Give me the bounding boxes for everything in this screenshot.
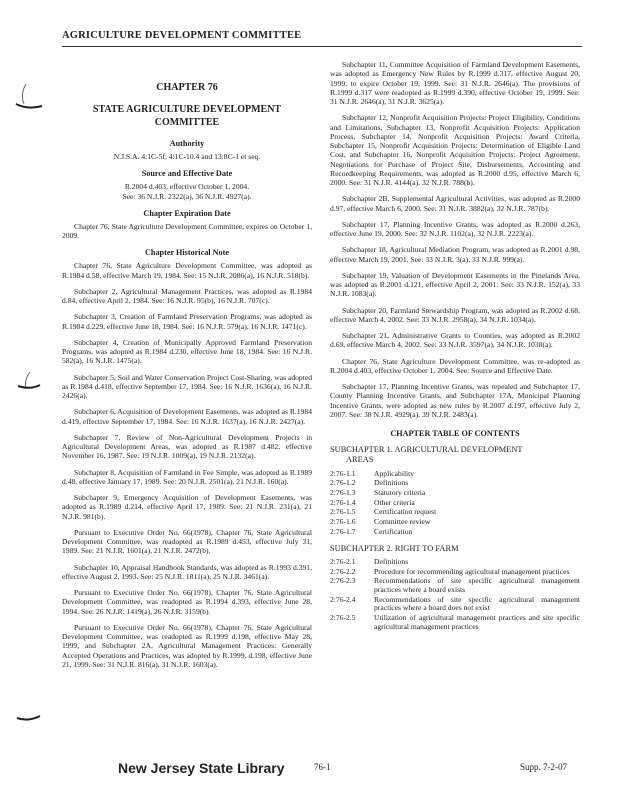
chapter-number: CHAPTER 76: [156, 82, 218, 93]
history-paragraph: Subchapter 21, Administrative Grants to Counties, was adopted as R.2002 d.69, effective March 4, 2002. See: 33 N.J.R. 3597(a), 34 N.J.R. 1038(a).: [330, 331, 580, 350]
source-heading: Source and Effective Date: [141, 169, 233, 179]
margin-mark-middle: [14, 370, 44, 400]
subchapter-1-toc: [330, 470, 580, 538]
toc-section-number: 2:76-1.5: [330, 507, 356, 517]
expiration-text: Chapter 76, State Agriculture Development Committee, expires on October 1, 2009.: [62, 221, 312, 241]
toc-section-title: Definitions: [374, 478, 409, 488]
toc-row: [330, 499, 580, 509]
history-paragraph: Subchapter 8, Acquisition of Farmland in Fee Simple, was adopted as R.1989 d.48, effective January 17, 1989. See: 20 N.J.R. 2501(a), 21 N.J.R. 160(a).: [62, 467, 312, 486]
history-paragraph: Subchapter 7, Review of Non-Agricultural Development Projects in Agricultural Development Areas, was adopted as R.1987 d.482, effective November 16, 1987. See: 19 N.J.R. 1009(a), 19 N.J.R. 2132(a).: [62, 432, 312, 461]
toc-section-title: Certification request: [374, 507, 437, 517]
margin-mark-top: [14, 82, 44, 112]
toc-section-number: 2:76-2.2: [330, 566, 356, 576]
history-paragraph: Subchapter 18, Agricultural Mediation Program, was adopted as R.2001 d.98, effective March 19, 2001. See: 33 N.J.R. 3(a), 33 N.J.R. 999(a).: [330, 245, 580, 264]
history-paragraph: Subchapter 2, Agricultural Management Practices, was adopted as R.1984 d.84, effective April 2, 1984. See: 16 N.J.R. 95(b), 16 N.J.R. 707(c).: [62, 286, 312, 306]
expiration-heading: Chapter Expiration Date: [143, 208, 231, 218]
toc-section-number: 2:76-1.6: [330, 517, 356, 527]
authority-text: N.J.S.A. 4:1C-5f, 4:1C-10.4 and 13:8C-1 et seq.: [113, 152, 261, 162]
history-paragraph: Subchapter 3, Creation of Farmland Preservation Programs, was adopted as R.1984 d.229, effective June 18, 1984. See: 16 N.J.R. 579(a), 16 N.J.R. 1471(c).: [62, 312, 312, 331]
toc-section-number: 2:76-2.3: [330, 576, 356, 586]
library-stamp: New Jersey State Library: [118, 760, 285, 776]
history-paragraph: Pursuant to Executive Order No. 66(1978), Chapter 76, State Agricultural Development Committee, was readopted as R.1999 d.198, effective May 28, 1999, and Subchapter 2A, Agricultural Management Practices: Generally Accepted Operations and Practices, was adopted by R.1999, d.198, effective June 21, 1999. See: 31 N.J.R. 816(a), 31 N.J.R. 1603(a).: [62, 622, 312, 669]
toc-section-title: Recommendations of site specific agricultural management practices where a board does not exist: [374, 594, 580, 613]
toc-section-title: Utilization of agricultural management practices and site specific agricultural management practices: [374, 613, 580, 631]
history-paragraph: Chapter 76, State Agriculture Development Committee, was re-adopted as R.2004 d.403, effective October 1, 2004. See: Source and Effective Date.: [330, 356, 580, 375]
history-paragraph: Subchapter 6, Acquisition of Development Easements, was adopted as R.1984 d.419, effective September 17, 1984. See: 16 N.J.R. 1637(a), 16 N.J.R. 2427(a).: [62, 407, 312, 426]
history-heading: Chapter Historical Note: [145, 248, 229, 258]
subchapter-1-title-line2: AREAS: [346, 455, 374, 465]
toc-section-number: 2:76-1.4: [330, 497, 356, 507]
toc-section-title: Recommendations of site specific agricultural management practices where a board exists: [374, 576, 580, 594]
source-line2: See: 36 N.J.R. 2322(a), 36 N.J.R. 4927(a).: [122, 191, 252, 201]
page-number: 76-1: [314, 762, 331, 772]
authority-heading: Authority: [169, 139, 205, 149]
toc-section-title: Certification: [374, 526, 413, 536]
history-paragraph: Subchapter 11, Committee Acquisition of Farmland Development Easements, was adopted as Emergency New Rules by R.1999 d.317, effective August 20, 1999, to expire October 19, 1999. See: 31 N.J.R. 2646(a). The provisions of R.1999 d.317 were readopted as R.1999 d.390, effective October 19, 1999. See: 31 N.J.R. 2646(a), 31 N.J.R. 3625(a).: [330, 60, 580, 106]
header-rule: [62, 46, 582, 47]
subchapter-1-title: [330, 445, 580, 466]
toc-section-title: Committee review: [374, 517, 431, 527]
toc-row: [330, 577, 580, 595]
history-paragraph: Subchapter 4, Creation of Municipally Approved Farmland Preservation Programs, was adopted as R.1984 d.230, effective June 18, 1984. See: 16 N.J.R. 582(a), 16 N.J.R. 1475(a).: [62, 337, 312, 366]
history-paragraph: Subchapter 10, Appraisal Handbook Standards, was adopted as R.1993 d.391, effective August 2, 1993. See: 25 N.J.R. 1811(a), 25 N.J.R. 3461(a).: [62, 562, 312, 581]
toc-heading: CHAPTER TABLE OF CONTENTS: [390, 429, 520, 438]
toc-row: [330, 518, 580, 528]
source-line1: R.2004 d.403, effective October 1, 2004.: [124, 182, 250, 192]
history-paragraph: Pursuant to Executive Order No. 66(1978), Chapter 76, State Agricultural Development Committee, was readopted as R.1994 d.393, effective June 28, 1994. See: 26 N.J.R. 1419(a), 26 N.J.R. 3159(b).: [62, 588, 312, 616]
toc-section-number: 2:76-1.3: [330, 487, 356, 497]
subchapter-2-title: SUBCHAPTER 2. RIGHT TO FARM: [330, 543, 459, 553]
toc-section-title: Other criteria: [374, 497, 415, 507]
history-paragraph: Pursuant to Executive Order No. 66(1978), Chapter 76, State Agricultural Development Committee, was readopted as R.1989 d.453, effective July 31, 1989. See: 21 N.J.R. 1601(a), 21 N.J.R. 2472(b).: [62, 527, 312, 556]
left-column: [62, 82, 312, 676]
toc-section-title: Statutory criteria: [374, 487, 426, 497]
toc-row: [330, 489, 580, 499]
toc-section-title: Applicability: [374, 468, 415, 478]
toc-section-title: Definitions: [374, 556, 409, 566]
history-paragraph: Subchapter 20, Farmland Stewardship Program, was adopted as R.2002 d.68, effective March 4, 2002. See: 33 N.J.R. 2958(a), 34 N.J.R. 1034(a).: [330, 305, 580, 324]
toc-section-number: 2:76-2.1: [330, 556, 356, 566]
history-paragraph: Subchapter 2B, Supplemental Agricultural Activities, was adopted as R.2000 d.97, effective March 6, 2000. See: 31 N.J.R. 3882(a), 32 N.J.R. 787(b).: [330, 194, 580, 213]
history-paragraph: Subchapter 17, Planning Incentive Grants, was adopted as R.2000 d.263, effective June 19, 2000. See: 32 N.J.R. 1102(a), 32 N.J.R. 2223(a).: [330, 219, 580, 238]
chapter-name: [62, 104, 312, 129]
margin-mark-bottom: [14, 700, 44, 730]
toc-row: [330, 614, 580, 632]
chapter-name-line1: STATE AGRICULTURE DEVELOPMENT: [92, 104, 282, 116]
history-paragraph: Subchapter 12, Nonprofit Acquisition Projects: Project Eligibility, Conditions and Limitations, Subchapter 13, Nonprofit Acquisition Projects: Application Process, Subchapter 14, Nonprofit Acquisition Projects: Award Criteria, Subchapter 15, Nonprofit Acquisition Projects: Determination of Eligible Land Cost, and Subchapter 16, Nonprofit Acquisition Projects: Project Agreement, Negotiations for Purchase of Project Site, Disbursements, Accounting and Recordkeeping Requirements, was adopted as R.2000 d.95, effective March 6, 2000. See: 31 N.J.R. 4144(a), 32 N.J.R. 788(b).: [330, 113, 580, 187]
toc-section-number: 2:76-1.2: [330, 478, 356, 488]
chapter-name-line2: COMMITTEE: [154, 116, 220, 128]
history-paragraph: Subchapter 17, Planning Incentive Grants, was repealed and Subchapter 17, County Planning Incentive Grants, and Subchapter 17A, Municipal Planning Incentive Grants, were adopted as new rules by R.2007 d.197, effective July 2, 2007. See: 38 N.J.R. 4929(a), 39 N.J.R. 2483(a).: [330, 382, 580, 419]
toc-row: [330, 528, 580, 538]
toc-section-title: Procedure for recommending agricultural management practices: [374, 566, 570, 576]
toc-row: [330, 508, 580, 518]
toc-row: [330, 470, 580, 480]
toc-section-number: 2:76-2.4: [330, 594, 356, 604]
toc-section-number: 2:76-2.5: [330, 613, 356, 623]
history-paragraph: Chapter 76, State Agriculture Development Committee, was adopted as R.1984 d.58, effective March 19, 1984. See: 15 N.J.R. 2086(a), 16 N.J.R. 518(b).: [62, 261, 312, 280]
history-paragraph: Subchapter 5, Soil and Water Conservation Project Cost-Sharing, was adopted as R.1984 d.418, effective September 17, 1984. See: 16 N.J.R. 1636(a), 16 N.J.R. 2426(a).: [62, 372, 312, 401]
history-paragraph: Subchapter 19, Valuation of Development Easements in the Pinelands Area, was adopted as R.2001 d.121, effective April 2, 2001. See: 33 N.J.R. 152(a), 33 N.J.R. 1083(a).: [330, 270, 580, 299]
right-column: [330, 60, 580, 639]
running-header: AGRICULTURE DEVELOPMENT COMMITTEE: [62, 30, 302, 41]
toc-section-number: 2:76-1.1: [330, 468, 356, 478]
toc-row: [330, 596, 580, 614]
history-paragraph: Subchapter 9, Emergency Acquisition of Development Easements, was adopted as R.1989 d.214, effective April 17, 1989. See: 21 N.J.R. 231(a), 21 N.J.R. 981(b).: [62, 493, 312, 521]
toc-section-number: 2:76-1.7: [330, 526, 356, 536]
subchapter-2-toc: [330, 558, 580, 633]
toc-row: [330, 479, 580, 489]
supplement-date: Supp. 7-2-07: [520, 762, 567, 772]
subchapter-1-title-line1: SUBCHAPTER 1. AGRICULTURAL DEVELOPMENT: [330, 445, 523, 454]
